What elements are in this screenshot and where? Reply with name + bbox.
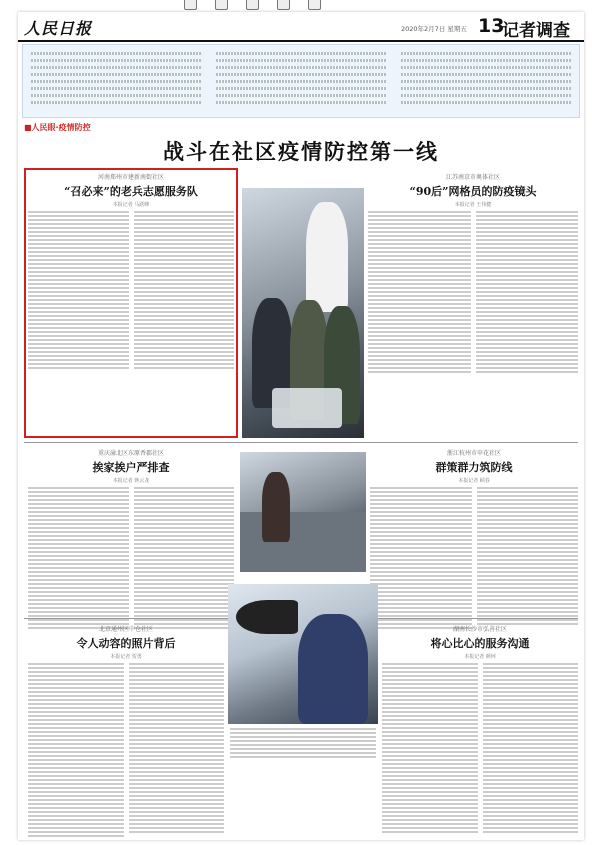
article-body: [28, 663, 224, 837]
article-kicker: 江苏南京市奥体社区: [445, 174, 500, 181]
person-figure: [262, 472, 290, 542]
masthead: [18, 12, 584, 42]
article-byline: 本报记者 贺勇: [110, 654, 142, 660]
page-section-label: 记者调查: [502, 21, 570, 41]
section-tagline: ■人民眼·疫情防控: [24, 123, 91, 132]
article-3: [28, 448, 234, 631]
intro-box: [22, 44, 580, 118]
article-body: [370, 487, 578, 629]
article-2: [368, 172, 578, 375]
article-kicker: 湖南长沙市弘善社区: [452, 626, 507, 633]
article-body: [28, 487, 234, 631]
supply-bags: [272, 388, 342, 428]
article-kicker: 浙江杭州市申花社区: [446, 450, 501, 457]
article-byline: 本报记者 蒋云龙: [112, 478, 150, 484]
article-byline: 本报记者 颜珂: [464, 654, 496, 660]
photo-volunteers: [242, 188, 364, 438]
newspaper-logo: 人民日报: [24, 19, 93, 38]
person-figure: [298, 614, 368, 724]
download-icon[interactable]: [215, 0, 228, 10]
article-4: [370, 448, 578, 629]
save-icon[interactable]: [246, 0, 259, 10]
article-5: [28, 624, 224, 837]
article-byline: 本报记者 王伟健: [454, 202, 492, 208]
protective-suit-figure: [306, 202, 348, 312]
article-title[interactable]: 将心比心的服务沟通: [430, 637, 530, 650]
megaphone-shape: [236, 600, 298, 634]
article-kicker: 河南郑州市建新南街社区: [97, 174, 164, 181]
photo-checkpoint: [240, 452, 366, 572]
page-headline: 战斗在社区疫情防控第一线: [163, 140, 439, 164]
photo-megaphone: [228, 584, 378, 724]
article-byline: 本报记者 顾春: [458, 478, 490, 484]
print-icon[interactable]: [184, 0, 197, 10]
article-title[interactable]: “90后”网格员的防疫镜头: [409, 185, 537, 198]
article-byline: 本报记者 马跃峰: [112, 202, 150, 208]
section-divider: [24, 442, 578, 443]
article-body: [382, 663, 578, 835]
article-1: [28, 172, 234, 371]
issue-date: 2020年2月7日 星期五: [401, 25, 467, 33]
article-kicker: 重庆渝北区东原香郡社区: [97, 450, 164, 457]
copy-icon[interactable]: [277, 0, 290, 10]
article-kicker: 北京通州区中仓社区: [98, 626, 153, 633]
article-title[interactable]: 群策群力筑防线: [435, 461, 513, 474]
article-title[interactable]: 挨家挨户严排查: [92, 461, 170, 474]
article-title[interactable]: “召必来”的老兵志愿服务队: [64, 185, 198, 198]
viewer-toolbar: [172, 0, 332, 9]
article-6: [382, 624, 578, 835]
article-body: [368, 211, 578, 375]
article-title[interactable]: 令人动容的照片背后: [76, 637, 176, 650]
photo-caption-block: [230, 728, 376, 760]
article-body: [28, 211, 234, 371]
page-number: 13: [478, 15, 505, 37]
share-icon[interactable]: [308, 0, 321, 10]
newspaper-page: [18, 12, 584, 840]
car-shape: [240, 512, 366, 572]
